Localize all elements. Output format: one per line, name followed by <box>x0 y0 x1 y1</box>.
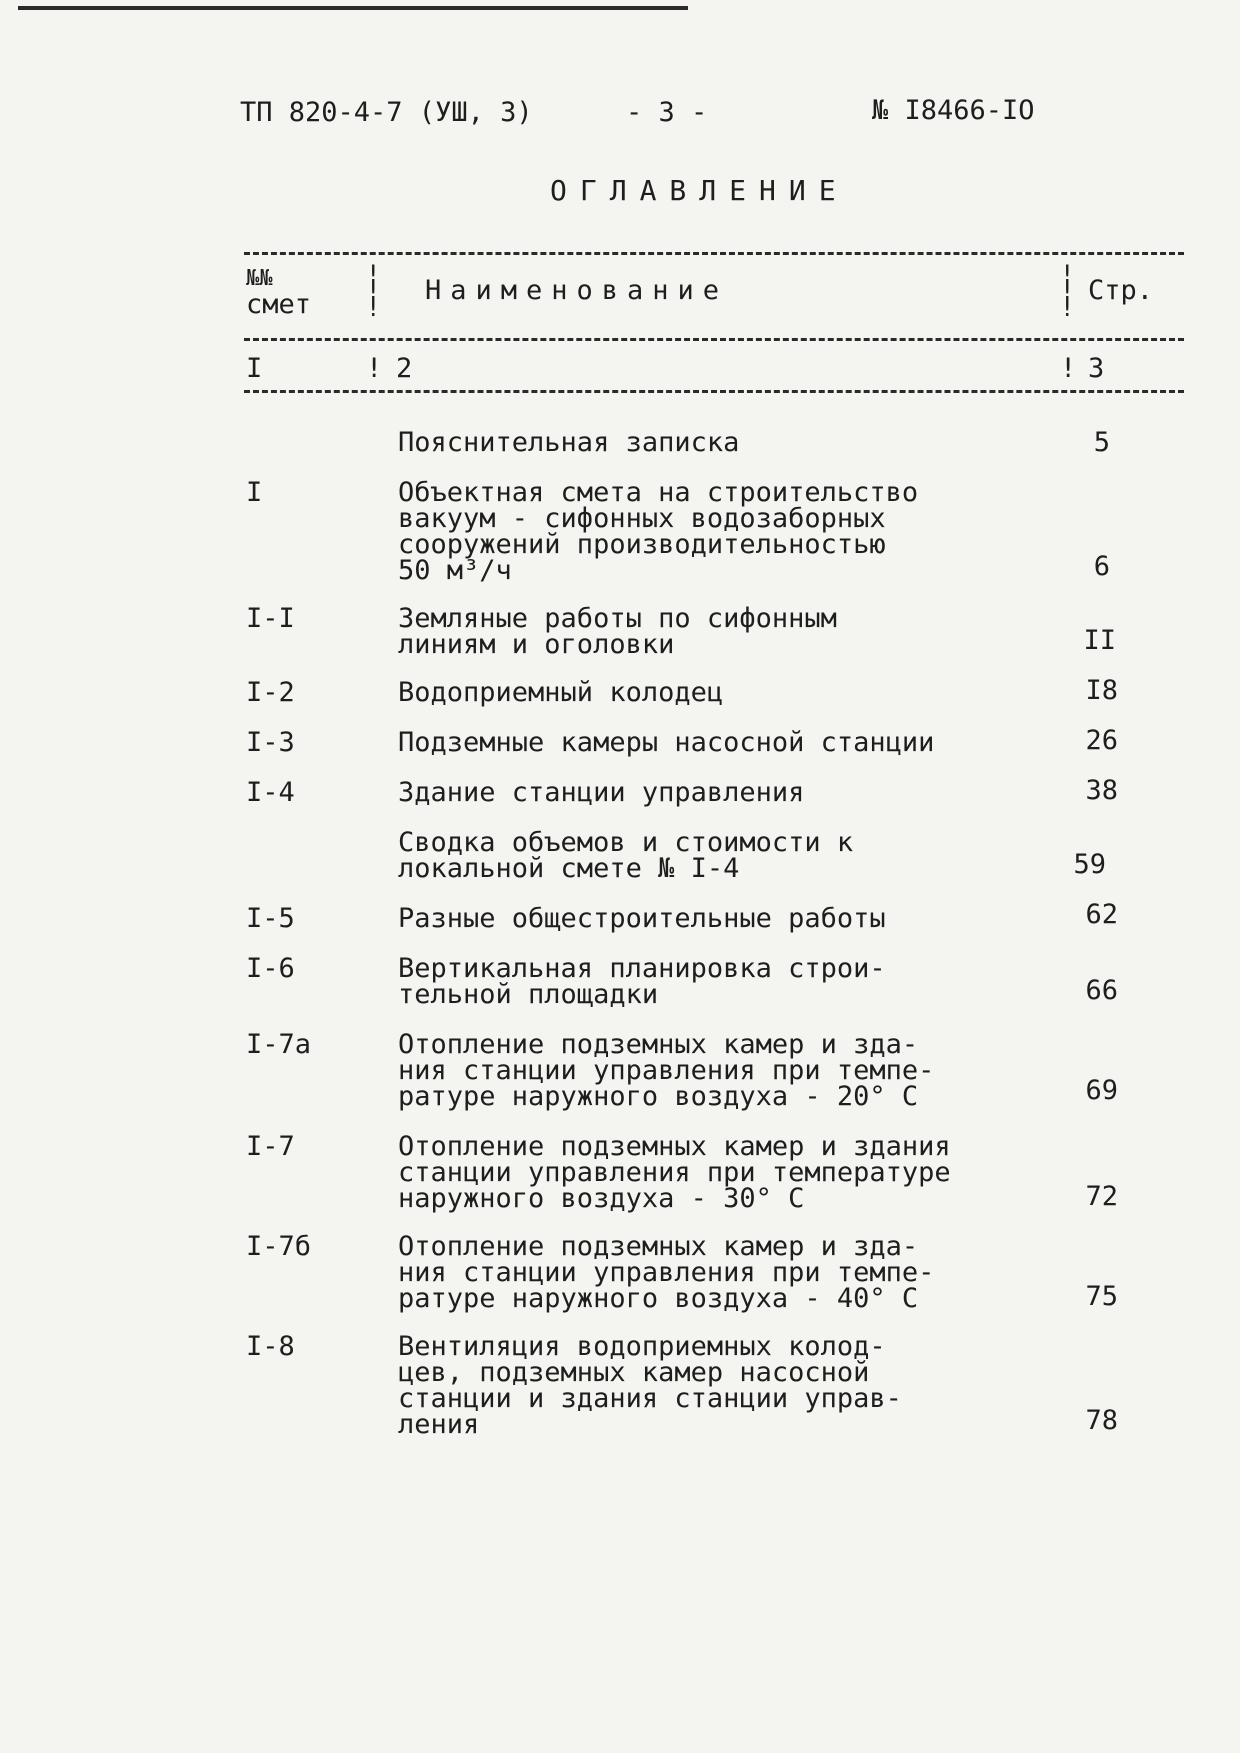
col2-header: Наименование <box>425 275 729 306</box>
col1-header-line1: №№ <box>246 266 273 291</box>
row-name-line: Подземные камеры насосной станции <box>398 727 935 758</box>
row-page: 5 <box>1093 427 1110 458</box>
row-name-line: Отопление подземных камер и зда- <box>398 1029 919 1060</box>
row-name-line: Вентиляция водоприемных колод- <box>398 1331 886 1362</box>
col-separator-index-1: ! <box>366 353 383 384</box>
row-page: II <box>1083 625 1116 656</box>
row-page: 59 <box>1073 849 1106 880</box>
row-page: 26 <box>1085 725 1118 756</box>
row-name-line: вакуум - сифонных водозаборных <box>398 503 886 534</box>
row-name-line: станции управления при температуре <box>398 1157 951 1188</box>
row-name-line: ния станции управления при темпе- <box>398 1055 935 1086</box>
row-number: I-4 <box>246 777 295 808</box>
row-number: I-7б <box>246 1231 312 1262</box>
row-number: I-3 <box>246 727 295 758</box>
table-top-rule <box>244 252 1184 255</box>
row-name-line: Здание станции управления <box>398 777 805 808</box>
row-name-line: станции и здания станции управ- <box>398 1383 902 1414</box>
col3-index: 3 <box>1088 353 1105 384</box>
row-name-line: ния станции управления при темпе- <box>398 1257 935 1288</box>
doc-code: ТП 820-4-7 (УШ, 3) <box>240 97 533 128</box>
doc-number: № I8466-IO <box>872 95 1035 126</box>
row-name-line: Водоприемный колодец <box>398 677 724 708</box>
row-number: I-7 <box>246 1131 295 1162</box>
row-name-line: ления <box>398 1409 480 1440</box>
row-name-line: сооружений производительностью <box>398 529 886 560</box>
row-name-line: локальной смете № I-4 <box>398 853 740 884</box>
row-number: I-6 <box>246 953 295 984</box>
table-header-rule <box>244 338 1184 341</box>
row-page: 69 <box>1085 1075 1118 1106</box>
row-name-line: 50 м³/ч <box>398 555 512 586</box>
col-separator-index-2: ! <box>1060 353 1077 384</box>
row-page: 6 <box>1093 551 1110 582</box>
col1-header-line2: смет <box>246 289 312 320</box>
row-number: I-I <box>246 603 295 634</box>
row-number: I-8 <box>246 1331 295 1362</box>
row-number: I-5 <box>246 903 295 934</box>
row-name-line: тельной площадки <box>398 979 659 1010</box>
row-page: I8 <box>1085 675 1118 706</box>
col3-header: Стр. <box>1088 275 1154 306</box>
row-page: 78 <box>1085 1405 1118 1436</box>
row-name-line: Отопление подземных камер и здания <box>398 1131 951 1162</box>
row-number: I-2 <box>246 677 295 708</box>
row-page: 62 <box>1085 899 1118 930</box>
page-number: - 3 - <box>626 97 708 128</box>
row-name-line: наружного воздуха - 30° С <box>398 1183 805 1214</box>
row-number: I <box>246 477 263 508</box>
row-page: 72 <box>1085 1181 1118 1212</box>
row-page: 38 <box>1085 775 1118 806</box>
row-name-line: Объектная смета на строительство <box>398 477 919 508</box>
page-title: ОГЛАВЛЕНИЕ <box>550 174 849 207</box>
row-name-line: цев, подземных камер насосной <box>398 1357 870 1388</box>
row-name-line: Пояснительная записка <box>398 427 740 458</box>
row-name-line: Разные общестроительные работы <box>398 903 886 934</box>
row-name-line: Отопление подземных камер и зда- <box>398 1231 919 1262</box>
row-name-line: ратуре наружного воздуха - 20° С <box>398 1081 919 1112</box>
table-index-rule <box>244 390 1184 393</box>
col2-index: 2 <box>396 353 413 384</box>
col1-index: I <box>246 353 263 384</box>
row-name-line: Земляные работы по сифонным <box>398 603 837 634</box>
row-number: I-7а <box>246 1029 312 1060</box>
row-name-line: Вертикальная планировка строи- <box>398 953 886 984</box>
row-page: 75 <box>1085 1281 1118 1312</box>
scan-edge-line <box>18 6 688 10</box>
row-name-line: Сводка объемов и стоимости к <box>398 827 854 858</box>
row-page: 66 <box>1085 975 1118 1006</box>
col-separator-1: ! ! ! <box>366 260 381 322</box>
row-name-line: линиям и оголовки <box>398 629 675 660</box>
col-separator-2: ! ! ! <box>1060 260 1075 322</box>
row-name-line: ратуре наружного воздуха - 40° С <box>398 1283 919 1314</box>
